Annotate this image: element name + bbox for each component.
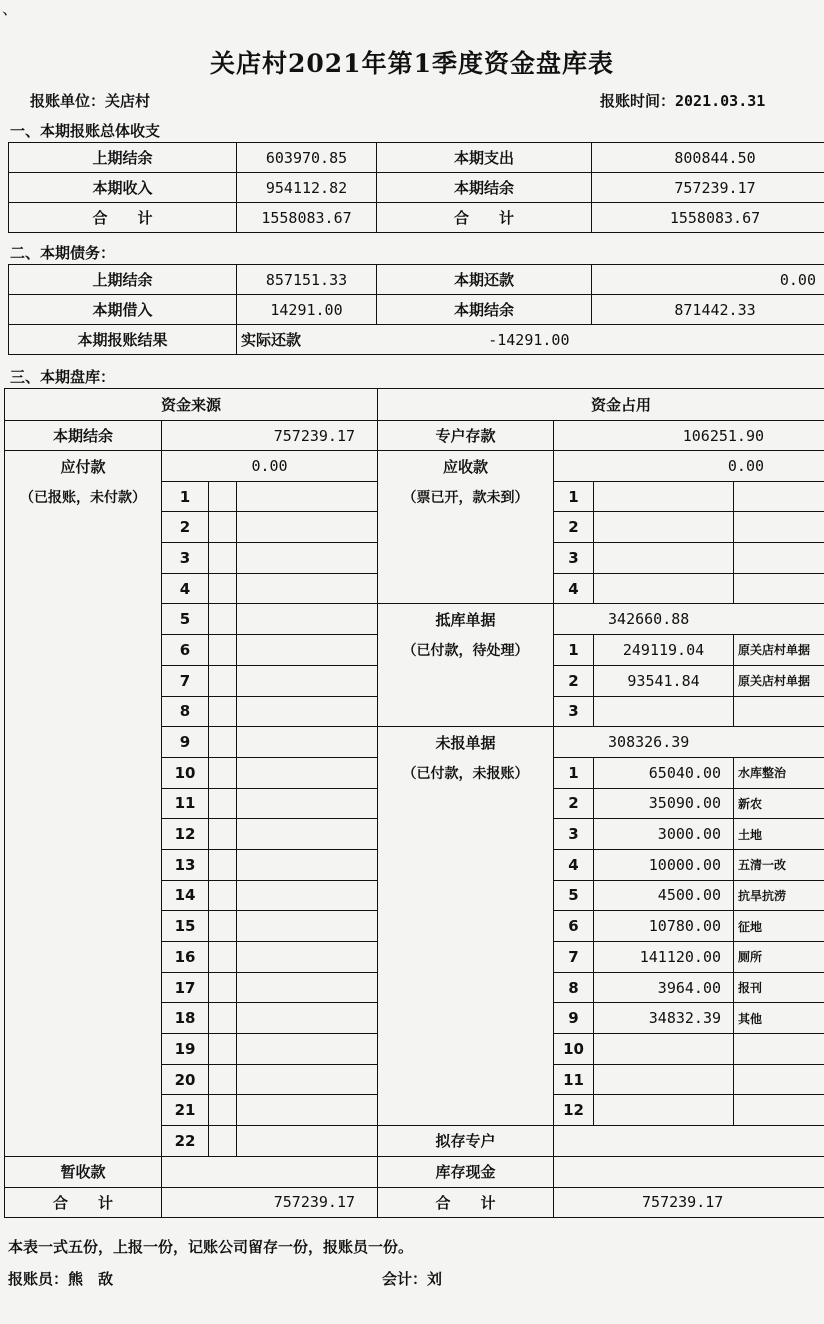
reporting-unit: 报账单位：关店村: [30, 92, 151, 110]
section1-table: [8, 142, 824, 233]
unreported-row-value: 65040.00: [594, 757, 734, 788]
payable-side-cell: [5, 665, 162, 696]
payable-row-number: 10: [162, 757, 209, 788]
payable-side-cell: [5, 604, 162, 635]
payable-row-number: 9: [162, 727, 209, 758]
unreported-row-number: 4: [554, 849, 594, 880]
unreported-row-value: 3000.00: [594, 819, 734, 850]
payable-row-blank: [209, 880, 237, 911]
payable-row-value: [237, 788, 378, 819]
payable-row-number: 19: [162, 1034, 209, 1065]
payable-row-number: 18: [162, 1003, 209, 1034]
payable-value: 0.00: [162, 451, 378, 482]
corner-mark: 、: [2, 0, 19, 18]
payable-row-number: 1: [162, 481, 209, 512]
total-value-left: 757239.17: [162, 1187, 378, 1218]
s2-result-value: -14291.00: [377, 325, 592, 355]
unreported-row-number: 7: [554, 942, 594, 973]
special-account-label: 专户存款: [378, 421, 554, 451]
payable-row-blank: [209, 573, 237, 604]
payable-row-blank: [209, 849, 237, 880]
section3-table: [4, 388, 824, 1218]
s2-r2-label2: 本期结余: [377, 295, 592, 325]
unreported-row-desc: 报刊: [734, 972, 824, 1003]
payable-row-blank: [209, 512, 237, 543]
payable-row-blank: [209, 665, 237, 696]
payable-row-number: 21: [162, 1095, 209, 1126]
payable-row-number: 20: [162, 1064, 209, 1095]
payable-row-number: 3: [162, 543, 209, 574]
payable-row-value: [237, 819, 378, 850]
unreported-row-number: 12: [554, 1095, 594, 1126]
unreported-row-desc: [734, 1034, 824, 1065]
payable-side-cell: [5, 727, 162, 758]
unreported-side-cell: [378, 1095, 554, 1126]
payable-row-blank: [209, 911, 237, 942]
payable-row-blank: [209, 788, 237, 819]
unreported-row-desc: 五清一改: [734, 849, 824, 880]
payable-row-blank: [209, 543, 237, 574]
receivable-row-value: [594, 481, 734, 512]
receivable-row-number: 2: [554, 512, 594, 543]
s1-r1-label2: 本期支出: [377, 143, 592, 173]
s2-r2-label1: 本期借入: [9, 295, 237, 325]
payable-row-blank: [209, 1126, 237, 1157]
unreported-label: 未报单据: [378, 727, 554, 758]
s2-result-sub: 实际还款: [237, 325, 377, 355]
payable-row-value: [237, 604, 378, 635]
payable-row-value: [237, 1126, 378, 1157]
footer-clerk: 报账员：熊 敌: [8, 1270, 114, 1288]
unreported-row-desc: 抗旱抗涝: [734, 880, 824, 911]
offset-row-desc: [734, 696, 824, 727]
unreported-row-value: 10780.00: [594, 911, 734, 942]
special-account-value: 106251.90: [554, 421, 824, 451]
offset-row-desc: 原关店村单据: [734, 635, 824, 666]
payable-row-number: 7: [162, 665, 209, 696]
payable-row-value: [237, 1003, 378, 1034]
offset-row-value: 93541.84: [594, 665, 734, 696]
payable-row-value: [237, 1064, 378, 1095]
s1-r3-value2: 1558083.67: [592, 203, 824, 233]
receivable-row-number: 3: [554, 543, 594, 574]
s2-r1-label1: 上期结余: [9, 265, 237, 295]
unreported-row-desc: 水库整治: [734, 757, 824, 788]
receivable-row-desc: [734, 573, 824, 604]
payable-row-value: [237, 512, 378, 543]
s1-r1-label1: 上期结余: [9, 143, 237, 173]
payable-row-number: 5: [162, 604, 209, 635]
section2-table: [8, 264, 824, 355]
payable-row-value: [237, 849, 378, 880]
unreported-side-cell: [378, 880, 554, 911]
receivable-note: （票已开，款未到）: [378, 481, 554, 512]
receivable-row-desc: [734, 512, 824, 543]
payable-row-blank: [209, 757, 237, 788]
payable-row-value: [237, 635, 378, 666]
unreported-row-number: 8: [554, 972, 594, 1003]
payable-side-cell: [5, 1003, 162, 1034]
payable-row-value: [237, 1034, 378, 1065]
unreported-row-number: 5: [554, 880, 594, 911]
payable-row-number: 15: [162, 911, 209, 942]
payable-row-number: 14: [162, 880, 209, 911]
payable-side-cell: [5, 849, 162, 880]
receivable-row-number: 1: [554, 481, 594, 512]
unreported-row-number: 2: [554, 788, 594, 819]
temp-receipt-label: 暂收款: [5, 1156, 162, 1187]
receivable-row-number: 4: [554, 573, 594, 604]
s2-r2-value2: 871442.33: [592, 295, 824, 325]
offset-side-cell: [378, 665, 554, 696]
unreported-row-desc: 新农: [734, 788, 824, 819]
unreported-row-desc: 征地: [734, 911, 824, 942]
offset-side-cell: [378, 696, 554, 727]
payable-row-value: [237, 543, 378, 574]
payable-row-value: [237, 757, 378, 788]
payable-side-cell: [5, 880, 162, 911]
payable-row-value: [237, 481, 378, 512]
payable-side-cell: [5, 1126, 162, 1157]
use-header: 资金占用: [378, 389, 824, 421]
payable-note: （已报账，未付款）: [5, 481, 162, 512]
unreported-side-cell: [378, 819, 554, 850]
payable-row-blank: [209, 942, 237, 973]
unreported-side-cell: [378, 1064, 554, 1095]
section3-title: 三、本期盘库：: [10, 368, 116, 386]
s1-r1-value2: 800844.50: [592, 143, 824, 173]
unreported-row-desc: 其他: [734, 1003, 824, 1034]
unreported-row-number: 11: [554, 1064, 594, 1095]
footer-note: 本表一式五份，上报一份，记账公司留存一份，报账员一份。: [8, 1238, 414, 1256]
unreported-row-desc: [734, 1095, 824, 1126]
unreported-side-cell: [378, 1003, 554, 1034]
payable-side-cell: [5, 757, 162, 788]
unreported-row-value: 10000.00: [594, 849, 734, 880]
payable-side-cell: [5, 1095, 162, 1126]
section1-title: 一、本期报账总体收支: [10, 122, 161, 140]
unreported-row-desc: 厕所: [734, 942, 824, 973]
payable-row-number: 8: [162, 696, 209, 727]
unreported-side-cell: [378, 788, 554, 819]
receivable-side-cell: [378, 543, 554, 574]
receivable-row-value: [594, 543, 734, 574]
payable-row-blank: [209, 727, 237, 758]
unreported-side-cell: [378, 911, 554, 942]
offset-row-number: 3: [554, 696, 594, 727]
payable-side-cell: [5, 512, 162, 543]
payable-row-blank: [209, 696, 237, 727]
unreported-note: （已付款，未报账）: [378, 757, 554, 788]
total-label-right: 合 计: [378, 1187, 554, 1218]
unreported-row-value: [594, 1034, 734, 1065]
payable-row-value: [237, 573, 378, 604]
unreported-row-value: 34832.39: [594, 1003, 734, 1034]
proposed-label: 拟存专户: [378, 1126, 554, 1157]
unreported-side-cell: [378, 849, 554, 880]
unreported-row-number: 10: [554, 1034, 594, 1065]
receivable-row-value: [594, 512, 734, 543]
s1-r1-value1: 603970.85: [237, 143, 377, 173]
s2-result-label: 本期报账结果: [9, 325, 237, 355]
cash-label: 库存现金: [378, 1156, 554, 1187]
unreported-row-number: 6: [554, 911, 594, 942]
payable-row-value: [237, 696, 378, 727]
payable-label: 应付款: [5, 451, 162, 482]
payable-row-number: 16: [162, 942, 209, 973]
total-label-left: 合 计: [5, 1187, 162, 1218]
receivable-side-cell: [378, 573, 554, 604]
cash-value: [554, 1156, 824, 1187]
payable-row-value: [237, 1095, 378, 1126]
source-header: 资金来源: [5, 389, 378, 421]
unreported-row-desc: [734, 1064, 824, 1095]
payable-row-blank: [209, 635, 237, 666]
s2-result-blank: [592, 325, 824, 355]
payable-row-blank: [209, 1095, 237, 1126]
receivable-row-desc: [734, 481, 824, 512]
payable-row-number: 17: [162, 972, 209, 1003]
s2-r1-value2: 0.00: [592, 265, 824, 295]
payable-row-blank: [209, 481, 237, 512]
payable-row-value: [237, 942, 378, 973]
receivable-value: 0.00: [554, 451, 824, 482]
payable-row-number: 4: [162, 573, 209, 604]
payable-side-cell: [5, 911, 162, 942]
payable-row-blank: [209, 819, 237, 850]
payable-side-cell: [5, 788, 162, 819]
payable-row-number: 22: [162, 1126, 209, 1157]
payable-row-blank: [209, 1003, 237, 1034]
payable-side-cell: [5, 573, 162, 604]
payable-side-cell: [5, 819, 162, 850]
balance-value: 757239.17: [162, 421, 378, 451]
payable-row-number: 6: [162, 635, 209, 666]
s1-r3-value1: 1558083.67: [237, 203, 377, 233]
unreported-row-number: 1: [554, 757, 594, 788]
receivable-row-desc: [734, 543, 824, 574]
payable-row-blank: [209, 604, 237, 635]
payable-side-cell: [5, 635, 162, 666]
unreported-side-cell: [378, 972, 554, 1003]
s1-r2-label1: 本期收入: [9, 173, 237, 203]
temp-receipt-value: [162, 1156, 378, 1187]
unreported-row-value: [594, 1064, 734, 1095]
unreported-row-value: 3964.00: [594, 972, 734, 1003]
s1-r2-value1: 954112.82: [237, 173, 377, 203]
offset-row-value: [594, 696, 734, 727]
payable-side-cell: [5, 1064, 162, 1095]
section2-title: 二、本期债务：: [10, 244, 116, 262]
s1-r3-label2: 合 计: [377, 203, 592, 233]
payable-row-value: [237, 880, 378, 911]
payable-side-cell: [5, 696, 162, 727]
payable-row-value: [237, 665, 378, 696]
unreported-row-desc: 土地: [734, 819, 824, 850]
payable-side-cell: [5, 972, 162, 1003]
s2-r1-label2: 本期还款: [377, 265, 592, 295]
total-value-right: 757239.17: [554, 1187, 824, 1218]
receivable-row-value: [594, 573, 734, 604]
payable-row-blank: [209, 1064, 237, 1095]
unreported-row-value: 4500.00: [594, 880, 734, 911]
offset-row-value: 249119.04: [594, 635, 734, 666]
payable-side-cell: [5, 1034, 162, 1065]
payable-row-number: 11: [162, 788, 209, 819]
receivable-label: 应收款: [378, 451, 554, 482]
offset-label: 抵库单据: [378, 604, 554, 635]
balance-label: 本期结余: [5, 421, 162, 451]
payable-row-number: 12: [162, 819, 209, 850]
offset-row-number: 1: [554, 635, 594, 666]
payable-row-blank: [209, 1034, 237, 1065]
offset-row-number: 2: [554, 665, 594, 696]
reporting-time: 报账时间：2021.03.31: [600, 92, 766, 110]
offset-note: （已付款，待处理）: [378, 635, 554, 666]
s2-r2-value1: 14291.00: [237, 295, 377, 325]
offset-value: 342660.88: [554, 604, 824, 635]
unreported-row-value: [594, 1095, 734, 1126]
s1-r2-value2: 757239.17: [592, 173, 824, 203]
payable-row-value: [237, 972, 378, 1003]
payable-side-cell: [5, 543, 162, 574]
unreported-side-cell: [378, 1034, 554, 1065]
payable-row-blank: [209, 972, 237, 1003]
payable-row-number: 2: [162, 512, 209, 543]
payable-side-cell: [5, 942, 162, 973]
footer-accountant: 会计：刘: [382, 1270, 443, 1288]
unreported-value: 308326.39: [554, 727, 824, 758]
receivable-side-cell: [378, 512, 554, 543]
unreported-row-number: 3: [554, 819, 594, 850]
s1-r3-label1: 合 计: [9, 203, 237, 233]
payable-row-value: [237, 911, 378, 942]
s1-r2-label2: 本期结余: [377, 173, 592, 203]
unreported-row-number: 9: [554, 1003, 594, 1034]
payable-row-number: 13: [162, 849, 209, 880]
s2-r1-value1: 857151.33: [237, 265, 377, 295]
proposed-value: [554, 1126, 824, 1157]
page-title: 关店村2021年第1季度资金盘库表: [210, 49, 614, 78]
offset-row-desc: 原关店村单据: [734, 665, 824, 696]
unreported-row-value: 141120.00: [594, 942, 734, 973]
unreported-side-cell: [378, 942, 554, 973]
unreported-row-value: 35090.00: [594, 788, 734, 819]
payable-row-value: [237, 727, 378, 758]
